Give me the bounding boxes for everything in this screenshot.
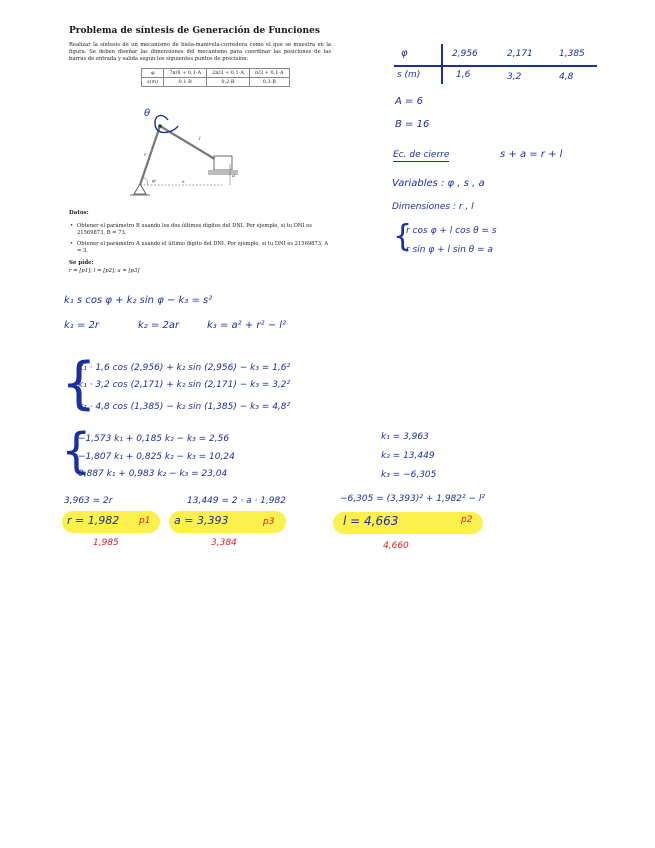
hw-system-brace: { xyxy=(393,219,413,254)
hw-ec-cierre-label: Ec. de cierre xyxy=(393,150,450,160)
hw-k-value: k₃ = −6,305 xyxy=(381,470,437,480)
hw-A-value: A = 6 xyxy=(395,96,423,107)
datos-heading: Datos: xyxy=(69,210,89,216)
result-l-tag: p2 xyxy=(461,515,473,525)
result-a: a = 3,393 xyxy=(174,514,229,527)
table-header-phi: φ xyxy=(142,69,164,78)
table-header-cell: π/3 + 0,1·A xyxy=(249,69,289,78)
hw-s-label: s (m) xyxy=(397,70,421,80)
hw-system2-eq: −1,807 k₁ + 0,825 k₂ − k₃ = 10,24 xyxy=(78,452,235,462)
datos-item: • Obtener el parámetro B usando los dos últimos dígitos del DNI. Por ejemplo, si tu DNI es 21569873, B = 73. xyxy=(77,223,331,237)
datos-item: • Obtener el parámetro A usando el último dígito del DNI. Por ejemplo, si tu DNI es 21569873, A = 3. xyxy=(77,241,331,255)
result-r-tag: p1 xyxy=(139,516,151,526)
table-cell: 0,3·B xyxy=(249,78,289,87)
hw-ec-cierre-eq: s + a = r + l xyxy=(500,149,563,160)
hw-system-eq: r sin φ + l sin θ = a xyxy=(406,245,493,255)
hw-system1-eq: k₁ · 4,8 cos (1,385) − k₂ sin (1,385) − k₃ = 4,8² xyxy=(78,402,291,412)
hw-k-def: k₂ = 2ar xyxy=(138,320,180,331)
hw-system1-brace: { xyxy=(61,351,97,416)
correct-l: 4,660 xyxy=(383,541,409,551)
hw-k-value: k₁ = 3,963 xyxy=(381,432,429,442)
hw-system1-eq: k₁ · 3,2 cos (2,171) + k₂ sin (2,171) − k₃ = 3,2² xyxy=(78,380,291,390)
hw-B-value: B = 16 xyxy=(395,119,430,130)
table-cell: 0,2·B xyxy=(207,78,250,87)
hw-k-def: k₁ = 2r xyxy=(64,320,100,331)
se-pide-answer: r = [p1]; l = [p2]; a = [p3] xyxy=(69,268,140,274)
correct-a: 3,384 xyxy=(211,538,237,548)
hw-system2-eq: −1,573 k₁ + 0,185 k₂ − k₃ = 2,56 xyxy=(78,434,230,444)
theta-label: θ xyxy=(144,108,151,119)
hw-dimensiones: Dimensiones : r , l xyxy=(392,202,474,212)
hw-system-eq: r cos φ + l cos θ = s xyxy=(406,226,497,236)
hw-k-def: k₃ = a² + r² − l² xyxy=(207,320,287,331)
hw-calc-r: 3,963 = 2r xyxy=(64,496,113,506)
hw-s-value: 4,8 xyxy=(559,72,574,82)
ground-pivot xyxy=(134,184,146,194)
table-cell: 0,1·B xyxy=(164,78,207,87)
hw-system2-eq: 0,887 k₁ + 0,983 k₂ − k₃ = 23,04 xyxy=(78,469,228,479)
correct-r: 1,985 xyxy=(93,538,119,548)
hw-s-value: 3,2 xyxy=(507,72,522,82)
table-header-cell: 2π/3 + 0,1·A xyxy=(207,69,250,78)
slider-block xyxy=(214,156,232,170)
problem-intro: Realizar la síntesis de un mecanismo de biela-manivela-corredera como el que se muestra en la figura. Se deben diseñar las dimensiones del mecanismo para coordinar las posiciones de las barras de entrada y salida según los siguientes puntos de precisión: xyxy=(69,42,331,62)
label-r: r xyxy=(144,152,147,158)
se-pide-heading: Se pide: xyxy=(69,260,94,266)
label-phi: φ xyxy=(152,178,156,184)
hw-system1-eq: k₁ · 1,6 cos (2,956) + k₂ sin (2,956) − k₃ = 1,6² xyxy=(78,363,291,373)
hw-system2-brace: { xyxy=(61,423,92,479)
precision-points-table xyxy=(141,68,290,87)
problem-title: Problema de síntesis de Generación de Funciones xyxy=(69,26,320,36)
hw-table-hline xyxy=(394,65,597,67)
label-a: a xyxy=(232,173,235,179)
hw-freudenstein-eq: k₁ s cos φ + k₂ sin φ − k₃ = s² xyxy=(64,295,213,306)
hw-k-value: k₂ = 13,449 xyxy=(381,451,435,461)
result-l: l = 4,663 xyxy=(343,514,399,528)
result-r: r = 1,982 xyxy=(67,514,120,527)
hw-phi-value: 2,956 xyxy=(452,49,478,59)
label-l: l xyxy=(199,136,201,142)
hw-calc-a: 13,449 = 2 · a · 1,982 xyxy=(187,496,286,506)
hw-phi-label: φ xyxy=(401,48,408,59)
hw-phi-value: 1,385 xyxy=(559,49,585,59)
hw-table-vline xyxy=(441,44,443,84)
mechanism-figure xyxy=(130,106,280,202)
result-a-tag: p3 xyxy=(263,517,275,527)
label-s: s xyxy=(182,179,185,185)
hw-variables: Variables : φ , s , a xyxy=(392,178,485,189)
table-row-label: s(m) xyxy=(142,78,164,87)
table-header-cell: 7π/8 + 0,1·A xyxy=(164,69,207,78)
hw-phi-value: 2,171 xyxy=(507,49,533,59)
hw-s-value: 1,6 xyxy=(456,70,471,80)
hw-calc-l: −6,305 = (3,393)² + 1,982² − l² xyxy=(340,494,485,504)
crank-bar xyxy=(140,126,160,185)
